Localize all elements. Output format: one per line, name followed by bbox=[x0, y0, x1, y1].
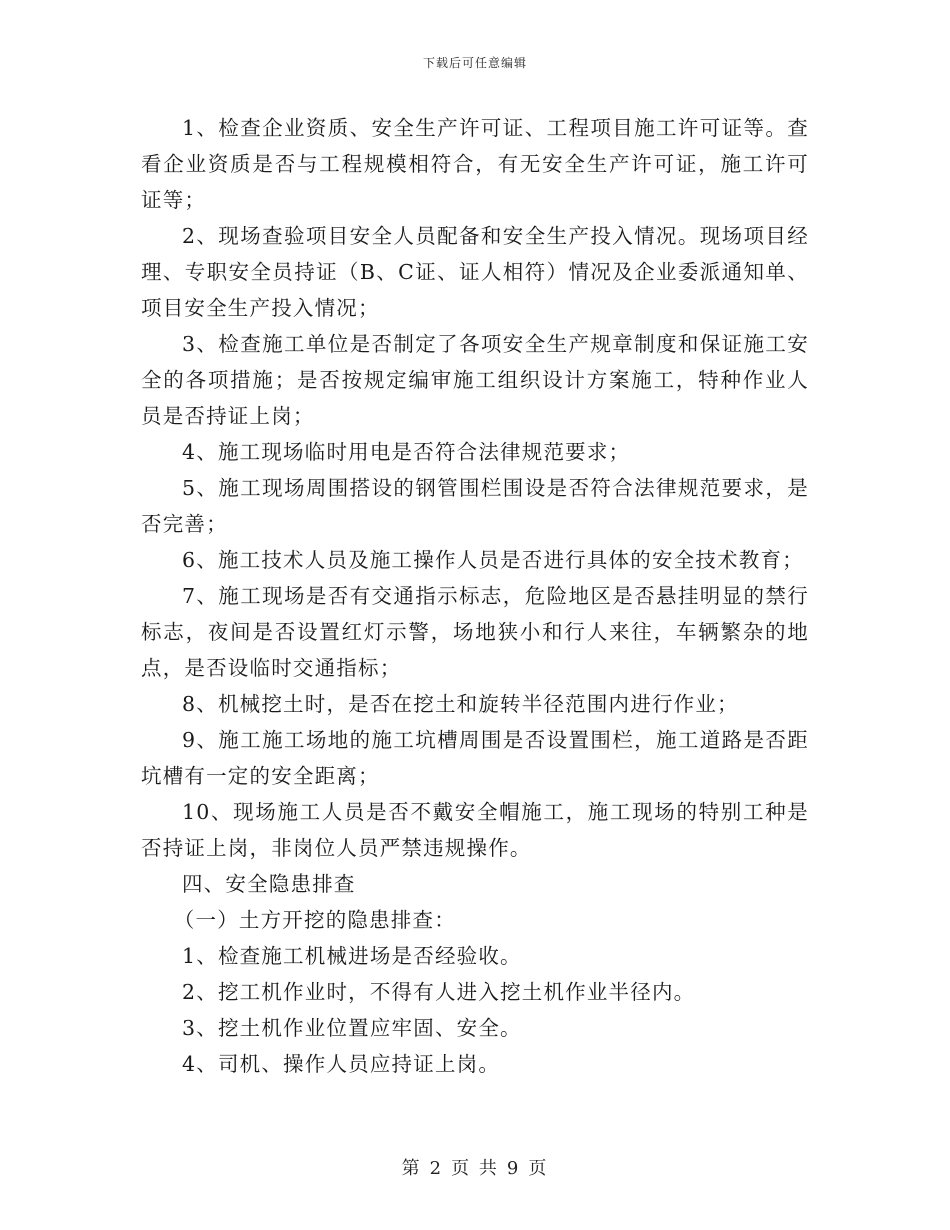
checklist-item-3: 3、检查施工单位是否制定了各项安全生产规章制度和保证施工安全的各项措施；是否按规定编审施工组织设计方案施工，特种作业人员是否持证上岗； bbox=[141, 332, 809, 428]
checklist-item-6: 6、施工技术人员及施工操作人员是否进行具体的安全技术教育； bbox=[182, 548, 804, 572]
footer-prefix: 第 bbox=[401, 1158, 422, 1179]
sub-item-3: 3、挖土机作业位置应牢固、安全。 bbox=[182, 1016, 522, 1040]
checklist-item-8: 8、机械挖土时，是否在挖土和旋转半径范围内进行作业； bbox=[182, 692, 739, 716]
subsection-heading: （一）土方开挖的隐患排查： bbox=[173, 908, 456, 932]
page-number: 2 bbox=[429, 1158, 444, 1179]
section-heading: 四、安全隐患排查 bbox=[182, 872, 356, 896]
sub-item-2: 2、挖工机作业时，不得有人进入挖土机作业半径内。 bbox=[182, 980, 696, 1004]
footer-middle: 页 共 bbox=[451, 1158, 499, 1179]
page-header: 下载后可任意编辑 bbox=[422, 56, 527, 70]
checklist-item-4: 4、施工现场临时用电是否符合法律规范要求； bbox=[182, 440, 631, 464]
page-footer bbox=[0, 1154, 950, 1180]
sub-item-1: 1、检查施工机械进场是否经验收。 bbox=[182, 944, 522, 968]
sub-item-4: 4、司机、操作人员应持证上岗。 bbox=[182, 1052, 501, 1076]
footer-suffix: 页 bbox=[528, 1158, 549, 1179]
checklist-item-10: 10、现场施工人员是否不戴安全帽施工，施工现场的特别工种是否持证上岗，非岗位人员严禁违规操作。 bbox=[141, 800, 809, 860]
checklist-item-5: 5、施工现场周围搭设的钢管围栏围设是否符合法律规范要求，是否完善； bbox=[141, 476, 809, 536]
checklist-item-9: 9、施工施工场地的施工坑槽周围是否设置围栏，施工道路是否距坑槽有一定的安全距离； bbox=[141, 728, 809, 788]
document-body bbox=[141, 110, 809, 1082]
checklist-item-1: 1、检查企业资质、安全生产许可证、工程项目施工许可证等。查看企业资质是否与工程规模相符合，有无安全生产许可证，施工许可证等； bbox=[141, 116, 809, 212]
total-pages: 9 bbox=[506, 1158, 521, 1179]
checklist-item-2: 2、现场查验项目安全人员配备和安全生产投入情况。现场项目经理、专职安全员持证（B、C证、证人相符）情况及企业委派通知单、项目安全生产投入情况； bbox=[141, 224, 809, 320]
checklist-item-7: 7、施工现场是否有交通指示标志，危险地区是否悬挂明显的禁行标志，夜间是否设置红灯示警，场地狭小和行人来往，车辆繁杂的地点，是否设临时交通指标； bbox=[141, 584, 809, 680]
